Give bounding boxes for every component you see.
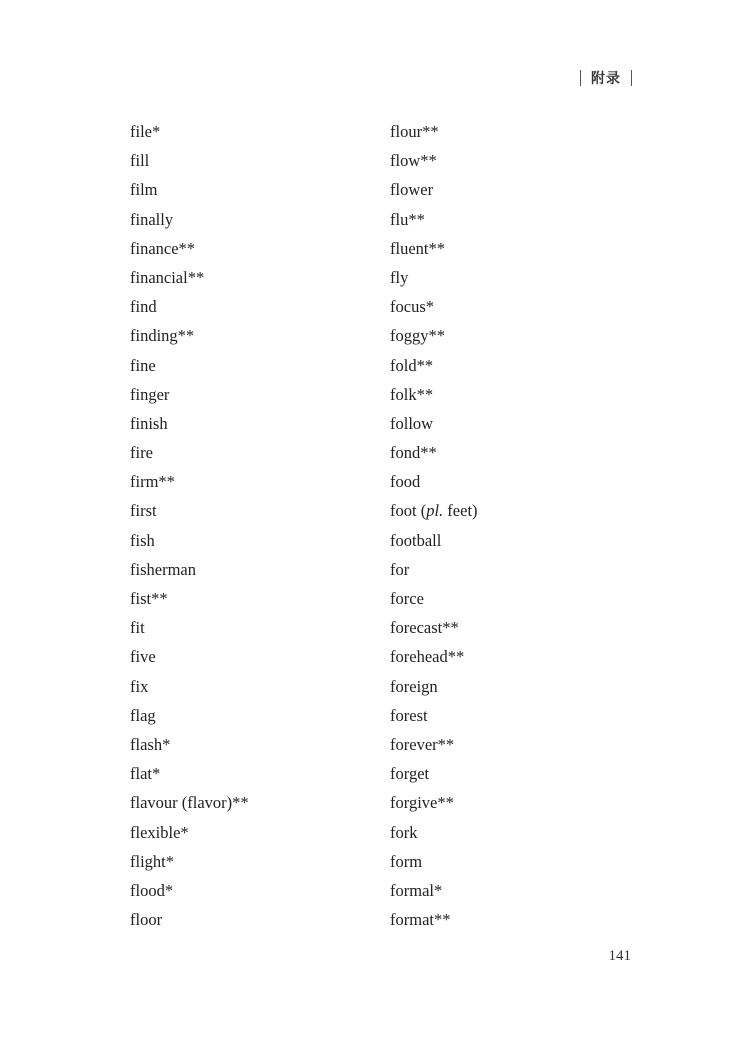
word-entry: fork — [390, 822, 418, 842]
word-entry: foreign — [390, 676, 438, 696]
word-entry: finger — [130, 384, 170, 404]
word-entry: fly — [390, 267, 409, 287]
word-entry: fine — [130, 355, 156, 375]
word-entry: fix — [130, 676, 149, 696]
word-entry: fisherman — [130, 559, 196, 579]
word-entry: finally — [130, 209, 174, 229]
word-entry: forever** — [390, 734, 455, 754]
word-entry: fit — [130, 618, 145, 638]
word-entry: fold** — [390, 355, 434, 375]
word-entry: food — [390, 472, 421, 492]
word-entry: football — [390, 530, 442, 550]
word-entry: flower — [390, 180, 434, 200]
word-entry: finish — [130, 413, 168, 433]
word-entry: for — [390, 559, 410, 579]
word-entry: flight* — [130, 851, 174, 871]
word-entry: finance** — [130, 238, 196, 258]
word-entry: formal* — [390, 880, 443, 900]
word-entry: floor — [130, 910, 163, 930]
word-entry: flat* — [130, 764, 161, 784]
plural-abbreviation: pl. — [426, 501, 444, 521]
word-entry: five — [130, 647, 156, 667]
page-number: 141 — [608, 948, 631, 964]
word-text: foot ( — [390, 501, 427, 521]
word-entry: format** — [390, 910, 451, 930]
word-entry: first — [130, 501, 157, 521]
header-divider-right — [631, 70, 632, 86]
plural-form: feet) — [443, 501, 478, 521]
word-entry: file* — [130, 122, 161, 141]
word-entry: fist** — [130, 589, 168, 608]
word-entry: finding** — [130, 326, 195, 346]
word-entry: folk** — [390, 384, 434, 404]
word-entry: forecast** — [390, 618, 459, 638]
word-entry: firm** — [130, 472, 175, 492]
word-entry: flag — [130, 705, 156, 725]
word-entry: flavour (flavor)** — [130, 793, 249, 813]
word-entry: flash* — [130, 734, 171, 754]
word-entry: follow — [390, 413, 434, 433]
word-entry: financial** — [130, 267, 205, 287]
word-entry — [390, 496, 478, 525]
word-entry: forest — [390, 705, 428, 725]
word-entry: find — [130, 297, 157, 317]
word-entry: fond** — [390, 443, 437, 463]
section-label: 附录 — [591, 71, 621, 87]
word-entry: flour** — [390, 122, 439, 141]
word-entry: fluent** — [390, 238, 445, 258]
word-entry: forgive** — [390, 793, 454, 813]
word-entry: flu** — [390, 209, 425, 229]
word-entry: flexible* — [130, 822, 189, 842]
word-entry: fill — [130, 151, 150, 171]
word-entry: foggy** — [390, 326, 445, 346]
word-entry: fire — [130, 443, 153, 463]
word-entry: film — [130, 180, 158, 200]
running-header — [580, 68, 632, 88]
word-entry: focus* — [390, 297, 434, 317]
word-entry: forget — [390, 764, 430, 784]
word-entry: flood* — [130, 880, 174, 900]
word-column-right — [390, 117, 478, 934]
word-entry: force — [390, 589, 424, 608]
word-column-left — [130, 117, 249, 934]
word-entry: fish — [130, 530, 155, 550]
word-entry: flow** — [390, 151, 437, 171]
word-entry: form — [390, 851, 423, 871]
word-entry: forehead** — [390, 647, 465, 667]
header-divider-left — [580, 70, 581, 86]
